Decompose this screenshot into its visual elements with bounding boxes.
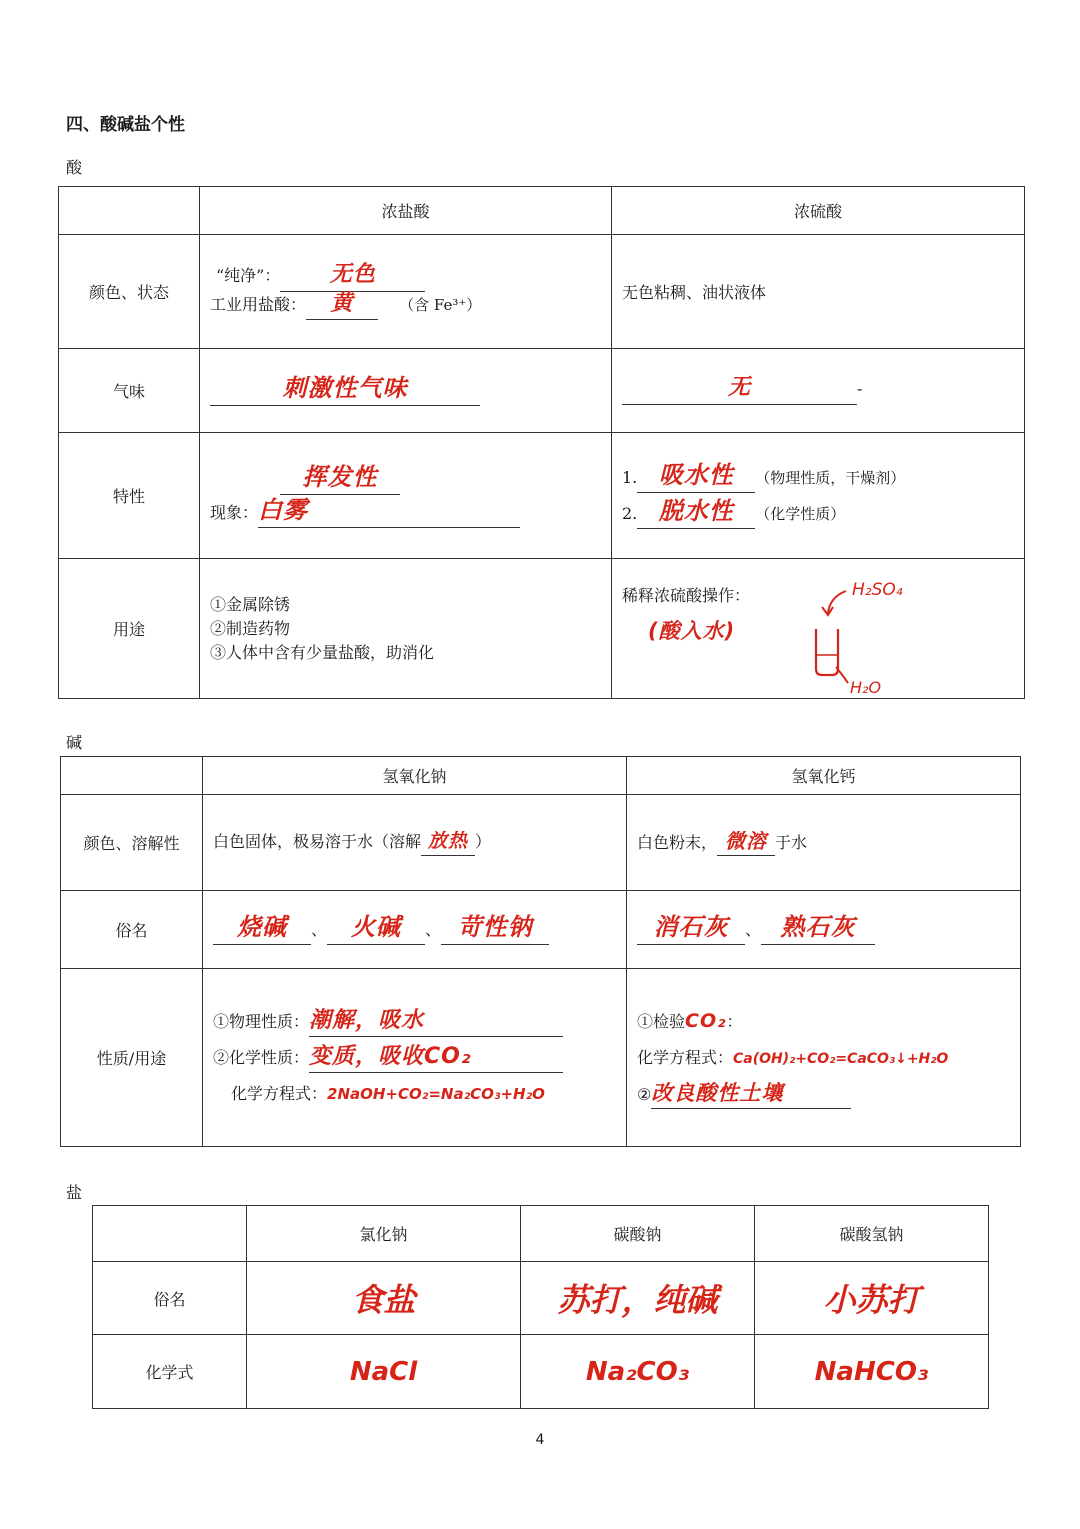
- hcl-industrial-note: （含 Fe³⁺）: [399, 295, 482, 314]
- salt-corner-cell: [93, 1206, 247, 1262]
- h2so4-trait2-note: （化学性质）: [755, 504, 846, 523]
- naoh-phys-value: 潮解，吸水: [309, 1009, 563, 1038]
- acid-col-h2so4: 浓硫酸: [612, 187, 1025, 235]
- acid-row-trait-label: 特性: [59, 433, 200, 559]
- hcl-pure-value: 无色: [280, 263, 425, 292]
- base-corner-cell: [61, 757, 203, 795]
- base-col-naoh: 氢氧化钠: [203, 757, 627, 795]
- naoh-color-prefix: 白色固体，极易溶于水（溶解: [213, 832, 422, 852]
- caoh-use2-value: 改良酸性土壤: [651, 1082, 851, 1109]
- salt-row-formula-label: 化学式: [93, 1335, 247, 1409]
- beaker-diagram: [802, 569, 922, 694]
- diagram-top-label: H₂SO₄: [852, 580, 903, 600]
- diagram-bottom-label: H₂O: [850, 678, 882, 694]
- hcl-smell-value: 刺激性气味: [210, 375, 480, 406]
- h2so4-trait1-value: 吸水性: [637, 462, 755, 493]
- h2so4-smell-value: 无: [622, 376, 857, 405]
- caoh-color-cell: [627, 795, 1021, 891]
- naoh-chem-label: ②化学性质：: [213, 1047, 310, 1067]
- base-heading: 碱: [66, 733, 83, 752]
- hcl-pure-label: “纯净”：: [216, 266, 281, 285]
- naoh-name-cell: [203, 891, 627, 969]
- caoh-test-suffix: ：: [726, 1011, 743, 1031]
- base-row-prop-label: 性质/用途: [61, 969, 203, 1147]
- h2so4-trait1-note: （物理性质，干燥剂）: [755, 468, 906, 487]
- nacl-formula: NaCl: [247, 1335, 521, 1409]
- separator: 、: [311, 920, 328, 939]
- caoh-use2-num: ②: [637, 1084, 652, 1104]
- naoh-name-1: 烧碱: [213, 914, 311, 945]
- pointer-line-icon: [836, 667, 848, 683]
- caoh-color-suffix: 于水: [775, 832, 808, 852]
- h2so4-smell-tail: -: [857, 379, 863, 399]
- naoh-color-cell: [203, 795, 627, 891]
- caoh-color-value: 微溶: [717, 830, 775, 856]
- naoh-eq-label: 化学方程式：: [231, 1083, 328, 1103]
- acid-table: [58, 186, 1025, 699]
- nacl-name: 食盐: [247, 1262, 521, 1335]
- naoh-phys-label: ①物理性质：: [213, 1011, 310, 1031]
- acid-row-smell-label: 气味: [59, 349, 200, 433]
- acid-col-hcl: 浓盐酸: [200, 187, 612, 235]
- h2so4-dilute-label: 稀释浓硫酸操作：: [622, 586, 751, 605]
- naoh-eq-value: 2NaOH+CO₂=Na₂CO₃+H₂O: [327, 1084, 545, 1103]
- hcl-industrial-value: 黄: [306, 292, 378, 321]
- hcl-use-2: ②制造药物: [210, 618, 291, 638]
- h2so4-smell-cell: [612, 349, 1025, 433]
- hcl-smell-cell: [200, 349, 612, 433]
- naoh-color-value: 放热: [421, 831, 475, 856]
- caoh-eq-label: 化学方程式：: [637, 1047, 734, 1067]
- acid-corner-cell: [59, 187, 200, 235]
- beaker-icon: [816, 629, 838, 675]
- hcl-industrial-label: 工业用盐酸：: [210, 294, 307, 314]
- caoh-prop-cell: [627, 969, 1021, 1147]
- hcl-phenomenon-label: 现象：: [210, 502, 259, 522]
- base-row-color-label: 颜色、溶解性: [61, 795, 203, 891]
- base-col-caoh: 氢氧化钙: [627, 757, 1021, 795]
- h2so4-color-cell: 无色粘稠、油状液体: [612, 235, 1025, 349]
- hcl-use-1: ①金属除锈: [210, 594, 291, 614]
- hcl-use-3: ③人体中含有少量盐酸，助消化: [210, 642, 435, 662]
- caoh-color-prefix: 白色粉末，: [637, 832, 718, 852]
- h2so4-trait-cell: [612, 433, 1025, 559]
- naoh-prop-cell: [203, 969, 627, 1147]
- hcl-use-cell: [200, 559, 612, 699]
- salt-row-name-label: 俗名: [93, 1262, 247, 1335]
- na2co3-name: 苏打，纯碱: [521, 1262, 755, 1335]
- caoh-test-label: ①检验: [637, 1011, 686, 1031]
- acid-row-use-label: 用途: [59, 559, 200, 699]
- separator: 、: [425, 920, 442, 939]
- caoh-name-2: 熟石灰: [761, 914, 875, 945]
- na2co3-formula: Na₂CO₃: [521, 1335, 755, 1409]
- section-title: 四、酸碱盐个性: [66, 115, 185, 135]
- page-number: 4: [535, 1432, 545, 1448]
- naoh-chem-value: 变质，吸收CO₂: [309, 1045, 563, 1074]
- h2so4-dilute-note: (酸入水): [648, 619, 736, 643]
- acid-row-color-label: 颜色、状态: [59, 235, 200, 349]
- h2so4-use-cell: [612, 559, 1025, 699]
- hcl-trait-value: 挥发性: [280, 464, 400, 495]
- hcl-trait-cell: [200, 433, 612, 559]
- nahco3-name: 小苏打: [755, 1262, 989, 1335]
- caoh-eq-value: Ca(OH)₂+CO₂=CaCO₃↓+H₂O: [733, 1050, 949, 1067]
- separator: 、: [745, 920, 762, 939]
- hcl-color-cell: [200, 235, 612, 349]
- salt-col-nacl: 氯化钠: [247, 1206, 521, 1262]
- base-row-name-label: 俗名: [61, 891, 203, 969]
- caoh-name-1: 消石灰: [637, 914, 745, 945]
- naoh-name-3: 苛性钠: [441, 914, 549, 945]
- acid-heading: 酸: [66, 158, 83, 177]
- nahco3-formula: NaHCO₃: [755, 1335, 989, 1409]
- hcl-phenomenon-value: 白雾: [258, 497, 520, 528]
- h2so4-trait1-num: 1.: [622, 467, 638, 487]
- caoh-name-cell: [627, 891, 1021, 969]
- salt-col-nahco3: 碳酸氢钠: [755, 1206, 989, 1262]
- h2so4-trait2-value: 脱水性: [637, 498, 755, 529]
- caoh-test-value: CO₂: [685, 1009, 727, 1032]
- naoh-name-2: 火碱: [327, 914, 425, 945]
- h2so4-trait2-num: 2.: [622, 503, 638, 523]
- base-table: [60, 756, 1021, 1147]
- salt-heading: 盐: [66, 1183, 83, 1202]
- salt-col-na2co3: 碳酸钠: [521, 1206, 755, 1262]
- salt-table: [92, 1205, 989, 1409]
- naoh-color-suffix: ）: [475, 832, 492, 852]
